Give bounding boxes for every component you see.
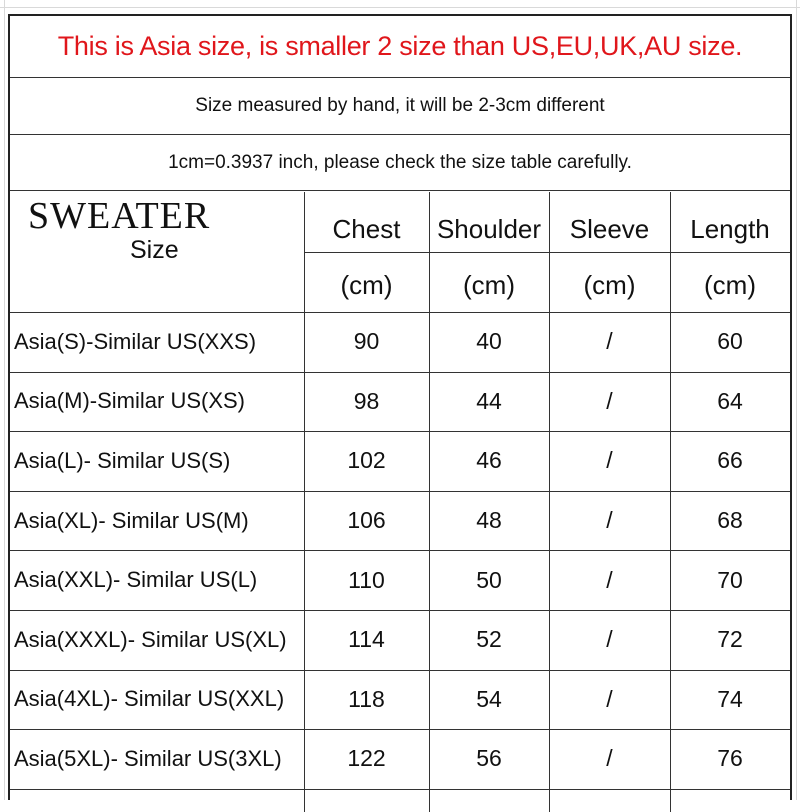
row-divider [10, 312, 790, 313]
size-label: Asia(4XL)- Similar US(XXL) [14, 686, 285, 712]
shoulder-value: 56 [476, 745, 502, 772]
sleeve-value: / [606, 685, 613, 712]
sleeve-value: / [606, 447, 613, 474]
shoulder-value: 52 [476, 626, 502, 653]
shoulder-value: 40 [476, 328, 502, 355]
shoulder-value: 50 [476, 566, 502, 593]
sleeve-value: / [606, 745, 613, 772]
size-label: Asia(XXXL)- Similar US(XL) [14, 626, 287, 652]
size-chart [8, 14, 792, 800]
column-divider [429, 192, 430, 812]
conversion-note [10, 135, 790, 191]
length-value: 74 [717, 685, 743, 712]
shoulder-value: 54 [476, 685, 502, 712]
length-value: 72 [717, 626, 743, 653]
sleeve-value: / [606, 507, 613, 534]
grid-line [0, 7, 800, 8]
chest-value: 106 [347, 507, 386, 534]
length-value: 76 [717, 745, 743, 772]
length-value: 66 [717, 447, 743, 474]
size-label: Asia(L)- Similar US(S) [14, 447, 231, 473]
row-divider [10, 550, 790, 551]
row-divider [10, 372, 790, 373]
size-column-label: Size [130, 236, 179, 264]
size-label: Asia(XXL)- Similar US(L) [14, 567, 258, 593]
size-label: Asia(S)-Similar US(XXS) [14, 328, 257, 354]
column-divider [670, 192, 671, 812]
row-divider [10, 491, 790, 492]
column-unit-shoulder: (cm) [463, 269, 515, 300]
column-header-chest: Chest [332, 213, 401, 244]
measurement-note-text: Size measured by hand, it will be 2-3cm different [195, 95, 605, 116]
length-value: 64 [717, 387, 743, 414]
sleeve-value: / [606, 626, 613, 653]
shoulder-value: 48 [476, 507, 502, 534]
row-divider [10, 789, 790, 790]
chest-value: 122 [347, 745, 386, 772]
size-label: Asia(M)-Similar US(XS) [14, 388, 245, 414]
length-value: 68 [717, 507, 743, 534]
measurement-note [10, 78, 790, 135]
length-value: 60 [717, 328, 743, 355]
chest-value: 110 [348, 566, 385, 593]
chest-value: 98 [353, 387, 380, 414]
chest-value: 90 [353, 328, 380, 355]
row-divider [10, 610, 790, 611]
size-label: Asia(XL)- Similar US(M) [14, 507, 249, 533]
column-unit-sleeve: (cm) [583, 269, 636, 300]
header-divider [304, 252, 790, 253]
asia-size-warning [10, 16, 790, 78]
column-unit-length: (cm) [704, 269, 756, 300]
chest-value: 102 [347, 447, 386, 474]
product-title: SWEATER [28, 195, 211, 237]
row-divider [10, 729, 790, 730]
shoulder-value: 46 [476, 447, 502, 474]
chest-value: 118 [348, 685, 385, 712]
column-unit-chest: (cm) [340, 269, 393, 300]
row-divider [10, 431, 790, 432]
column-divider [304, 192, 305, 812]
conversion-note-text: 1cm=0.3937 inch, please check the size table carefully. [168, 151, 632, 173]
sleeve-value: / [606, 387, 613, 414]
sleeve-value: / [606, 328, 613, 355]
column-header-length: Length [690, 213, 770, 244]
shoulder-value: 44 [476, 387, 502, 414]
column-divider [549, 192, 550, 812]
grid-line [4, 0, 5, 800]
column-header-sleeve: Sleeve [569, 213, 650, 244]
sleeve-value: / [606, 566, 613, 593]
chest-value: 114 [348, 626, 385, 653]
row-divider [10, 670, 790, 671]
size-label: Asia(5XL)- Similar US(3XL) [14, 745, 282, 771]
grid-line [796, 0, 797, 800]
corner-header [10, 192, 304, 312]
length-value: 70 [717, 566, 743, 593]
warning-text: This is Asia size, is smaller 2 size than US,EU,UK,AU size. [57, 31, 743, 61]
column-header-shoulder: Shoulder [436, 213, 542, 244]
